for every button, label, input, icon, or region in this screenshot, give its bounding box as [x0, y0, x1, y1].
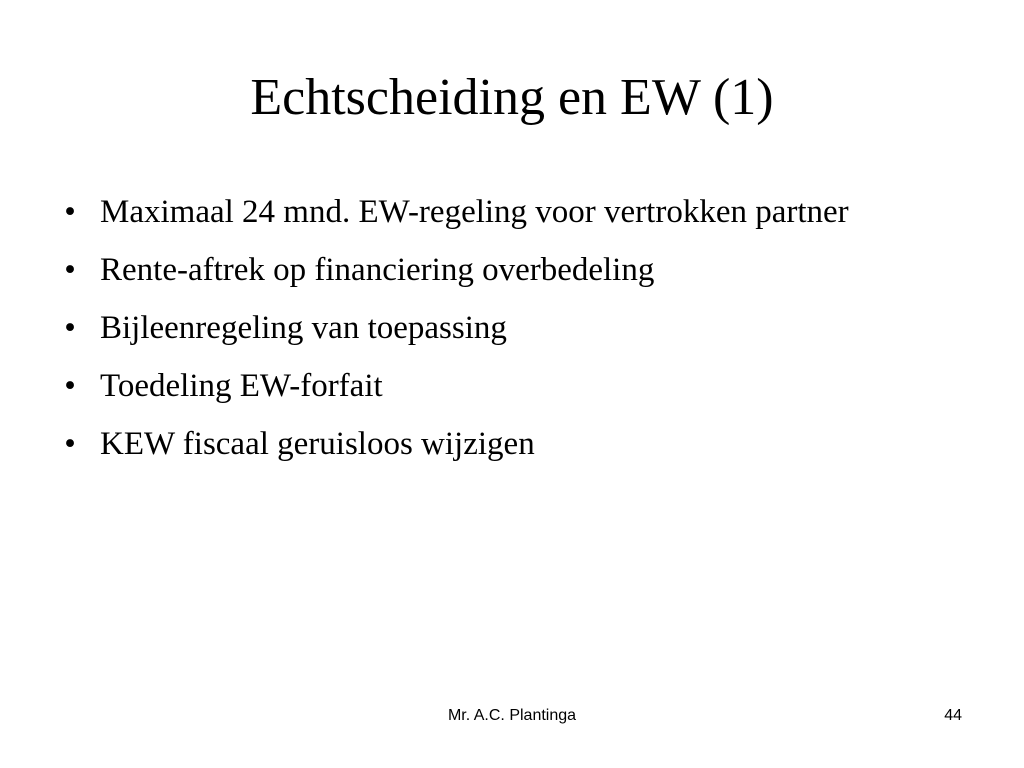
bullet-icon: •: [64, 252, 76, 288]
bullet-icon: •: [64, 310, 76, 346]
bullet-item: [60, 248, 940, 292]
slide-title: Echtscheiding en EW (1): [250, 69, 774, 126]
bullet-text: KEW fiscaal geruisloos wijzigen: [100, 426, 535, 462]
bullet-icon: •: [64, 368, 76, 404]
footer-author: Mr. A.C. Plantinga: [447, 707, 577, 724]
bullet-text: Bijleenregeling van toepassing: [100, 310, 507, 346]
bullet-text: Rente-aftrek op financiering overbedeling: [100, 252, 655, 288]
bullet-list: [60, 190, 940, 480]
bullet-item: [60, 422, 940, 466]
bullet-item: [60, 306, 940, 350]
bullet-text: Toedeling EW-forfait: [100, 368, 383, 404]
bullet-item: [60, 190, 940, 234]
bullet-icon: •: [64, 426, 76, 462]
page-number: 44: [944, 707, 962, 724]
bullet-item: [60, 364, 940, 408]
bullet-text: Maximaal 24 mnd. EW-regeling voor vertrokken partner: [100, 194, 849, 230]
bullet-icon: •: [64, 194, 76, 230]
